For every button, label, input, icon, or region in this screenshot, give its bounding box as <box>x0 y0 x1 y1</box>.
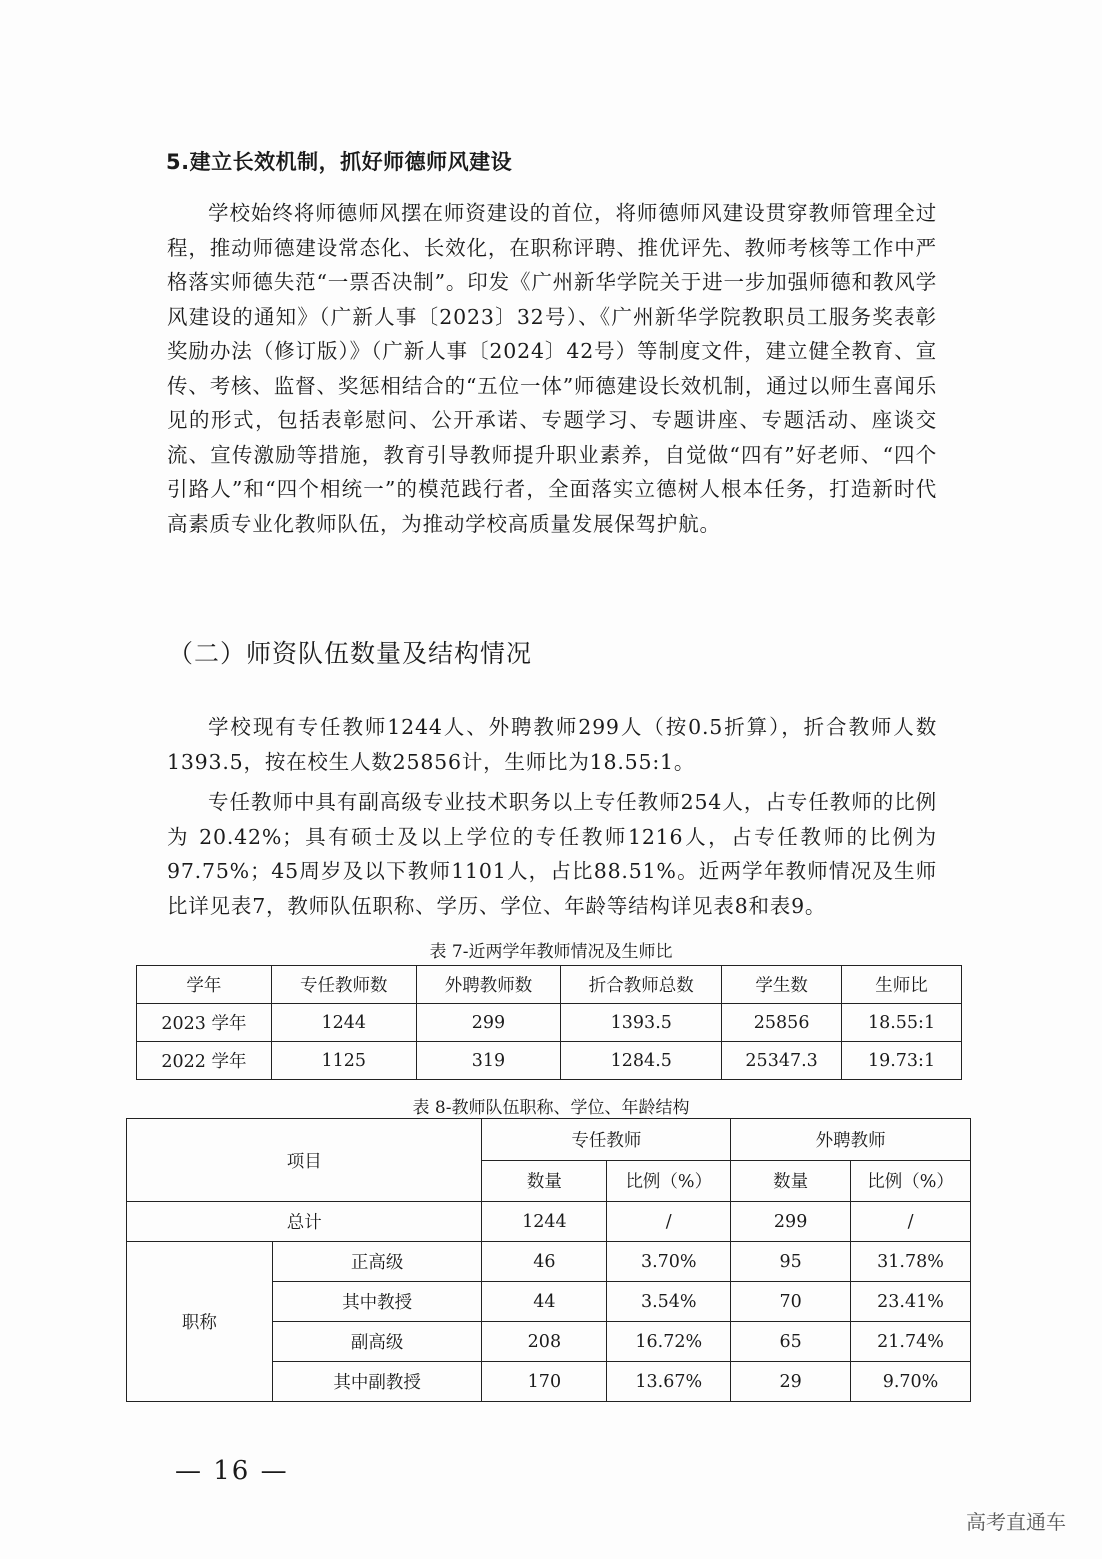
item-header: 项目 <box>127 1119 482 1202</box>
page-number: — 16 — <box>175 1456 289 1486</box>
row-label: 正高级 <box>272 1242 482 1282</box>
table-cell: 1244 <box>271 1004 416 1042</box>
table-cell: / <box>607 1202 731 1242</box>
table-cell: 19.73:1 <box>842 1042 962 1080</box>
section-title: （二）师资队伍数量及结构情况 <box>168 639 533 668</box>
table-row <box>127 1242 971 1282</box>
table-cell: 95 <box>731 1242 851 1282</box>
table-header-cell: 折合教师总数 <box>561 966 722 1004</box>
table-cell: 1284.5 <box>561 1042 722 1080</box>
table-cell: 170 <box>482 1362 607 1402</box>
table-cell: 1244 <box>482 1202 607 1242</box>
table-row <box>137 1042 962 1080</box>
row-label: 其中副教授 <box>272 1362 482 1402</box>
table-header-cell: 专任教师数 <box>271 966 416 1004</box>
subsection-title: 5.建立长效机制，抓好师德师风建设 <box>166 150 513 174</box>
table-cell: 31.78% <box>851 1242 971 1282</box>
table-cell: 2022 学年 <box>137 1042 272 1080</box>
table-cell: 2023 学年 <box>137 1004 272 1042</box>
table8 <box>126 1118 971 1402</box>
row-label: 副高级 <box>272 1322 482 1362</box>
table-cell: 9.70% <box>851 1362 971 1402</box>
table-header-cell: 生师比 <box>842 966 962 1004</box>
table-cell: 3.70% <box>607 1242 731 1282</box>
total-label: 总计 <box>127 1202 482 1242</box>
table-cell: 13.67% <box>607 1362 731 1402</box>
table-cell: 70 <box>731 1282 851 1322</box>
count-header: 数量 <box>482 1160 607 1202</box>
ratio-header: 比例（%） <box>851 1160 971 1202</box>
table-header-cell: 外聘教师数 <box>416 966 561 1004</box>
table-header-cell: 学生数 <box>722 966 842 1004</box>
table-row <box>137 1004 962 1042</box>
table-header-row <box>137 966 962 1004</box>
table-cell: / <box>851 1202 971 1242</box>
table-cell: 3.54% <box>607 1282 731 1322</box>
table-cell: 44 <box>482 1282 607 1322</box>
table-cell: 208 <box>482 1322 607 1362</box>
table-cell: 23.41% <box>851 1282 971 1322</box>
table8-caption: 表 8-教师队伍职称、学位、年龄结构 <box>412 1098 690 1118</box>
table7 <box>136 965 962 1080</box>
table-cell: 1125 <box>271 1042 416 1080</box>
count-header: 数量 <box>731 1160 851 1202</box>
table-header-cell: 学年 <box>137 966 272 1004</box>
table-cell: 25347.3 <box>722 1042 842 1080</box>
ratio-header: 比例（%） <box>607 1160 731 1202</box>
table-cell: 319 <box>416 1042 561 1080</box>
row-label: 其中教授 <box>272 1282 482 1322</box>
paragraph-teacher-count: 学校现有专任教师1244人、外聘教师299人（按0.5折算），折合教师人数1393.5，按在校生人数25856计，生师比为18.55:1。 <box>167 715 937 774</box>
paragraph-ethics: 学校始终将师德师风摆在师资建设的首位，将师德师风建设贯穿教师管理全过程，推动师德建设常态化、长效化，在职称评聘、推优评先、教师考核等工作中严格落实师德失范“一票否决制”。印发《广州新华学院关于进一步加强师德和教风学风建设的通知》（广新人事〔2023〕32号）、《广州新华学院教职员工服务奖表彰奖励办法（修订版）》（广新人事〔2024〕42号）等制度文件，建立健全教育、宣传、考核、监督、奖惩相结合的“五位一体”师德建设长效机制，通过以师生喜闻乐见的形式，包括表彰慰问、公开承诺、专题学习、专题讲座、专题活动、座谈交流、宣传激励等措施，教育引导教师提升职业素养，自觉做“四有”好老师、“四个引路人”和“四个相统一”的模范践行者，全面落实立德树人根本任务，打造新时代高素质专业化教师队伍，为推动学校高质量发展保驾护航。 <box>167 201 937 536</box>
table-cell: 29 <box>731 1362 851 1402</box>
external-group-header: 外聘教师 <box>731 1119 971 1161</box>
table-cell: 18.55:1 <box>842 1004 962 1042</box>
table-cell: 21.74% <box>851 1322 971 1362</box>
table-row-total <box>127 1202 971 1242</box>
fulltime-group-header: 专任教师 <box>482 1119 731 1161</box>
table-cell: 25856 <box>722 1004 842 1042</box>
watermark: 高考直通车 <box>966 1510 1066 1534</box>
paragraph-teacher-structure: 专任教师中具有副高级专业技术职务以上专任教师254人，占专任教师的比例为 20.42%；具有硕士及以上学位的专任教师1216人，占专任教师的比例为97.75%；45周岁及以下教师1101人，占比88.51%。近两学年教师情况及生师比详见表7，教师队伍职称、学历、学位、年龄等结构详见表8和表9。 <box>167 790 937 918</box>
table-header-row <box>127 1119 971 1161</box>
table7-caption: 表 7-近两学年教师情况及生师比 <box>429 942 673 962</box>
category-label: 职称 <box>127 1242 273 1402</box>
table-cell: 299 <box>731 1202 851 1242</box>
table-cell: 65 <box>731 1322 851 1362</box>
table-cell: 16.72% <box>607 1322 731 1362</box>
table-cell: 299 <box>416 1004 561 1042</box>
table-cell: 46 <box>482 1242 607 1282</box>
table-cell: 1393.5 <box>561 1004 722 1042</box>
